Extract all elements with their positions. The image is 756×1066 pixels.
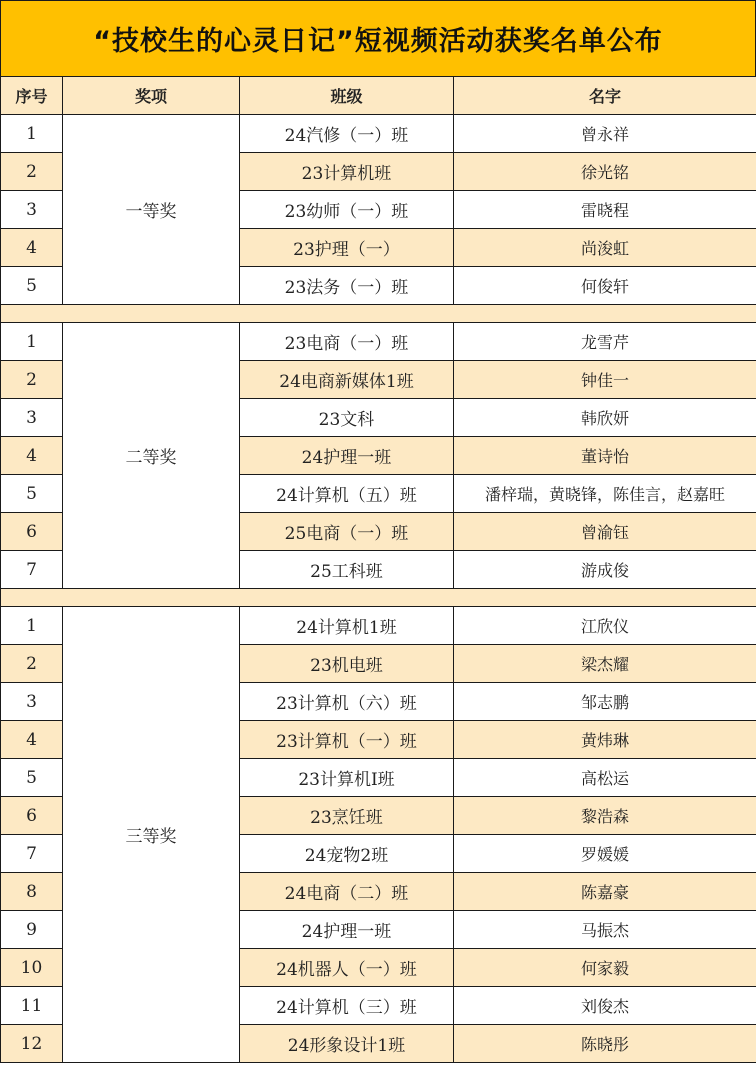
group-separator <box>1 305 756 323</box>
row-index: 3 <box>1 191 63 229</box>
row-index: 2 <box>1 153 63 191</box>
class-cell: 23计算机班 <box>240 153 454 191</box>
row-index: 6 <box>1 797 63 835</box>
class-cell: 25电商（一）班 <box>240 513 454 551</box>
name-cell: 罗媛媛 <box>454 835 756 873</box>
header-name: 名字 <box>454 77 756 115</box>
class-cell: 25工科班 <box>240 551 454 589</box>
header-index: 序号 <box>1 77 63 115</box>
award-level: 二等奖 <box>63 323 240 589</box>
class-cell: 23文科 <box>240 399 454 437</box>
class-cell: 23计算机（一）班 <box>240 721 454 759</box>
name-cell: 梁杰耀 <box>454 645 756 683</box>
name-cell: 高松运 <box>454 759 756 797</box>
class-cell: 23法务（一）班 <box>240 267 454 305</box>
name-cell: 董诗怡 <box>454 437 756 475</box>
table-row <box>1 607 756 645</box>
name-cell: 钟佳一 <box>454 361 756 399</box>
table-row <box>1 323 756 361</box>
name-cell: 马振杰 <box>454 911 756 949</box>
award-level: 三等奖 <box>63 607 240 1063</box>
name-cell: 刘俊杰 <box>454 987 756 1025</box>
row-index: 6 <box>1 513 63 551</box>
name-cell: 邹志鹏 <box>454 683 756 721</box>
group-separator-row <box>1 589 756 607</box>
row-index: 8 <box>1 873 63 911</box>
class-cell: 24护理一班 <box>240 911 454 949</box>
row-index: 10 <box>1 949 63 987</box>
name-cell: 曾渝钰 <box>454 513 756 551</box>
row-index: 4 <box>1 229 63 267</box>
row-index: 4 <box>1 437 63 475</box>
class-cell: 23护理（一） <box>240 229 454 267</box>
class-cell: 24电商新媒体1班 <box>240 361 454 399</box>
row-index: 5 <box>1 759 63 797</box>
name-cell: 游成俊 <box>454 551 756 589</box>
class-cell: 24机器人（一）班 <box>240 949 454 987</box>
row-index: 3 <box>1 399 63 437</box>
row-index: 4 <box>1 721 63 759</box>
row-index: 12 <box>1 1025 63 1063</box>
row-index: 2 <box>1 645 63 683</box>
row-index: 1 <box>1 115 63 153</box>
name-cell: 江欣仪 <box>454 607 756 645</box>
row-index: 2 <box>1 361 63 399</box>
class-cell: 24汽修（一）班 <box>240 115 454 153</box>
class-cell: 24护理一班 <box>240 437 454 475</box>
table-body <box>1 115 756 1063</box>
class-cell: 23计算机（六）班 <box>240 683 454 721</box>
name-cell: 黄炜琳 <box>454 721 756 759</box>
row-index: 1 <box>1 323 63 361</box>
class-cell: 24计算机（五）班 <box>240 475 454 513</box>
row-index: 11 <box>1 987 63 1025</box>
class-cell: 23幼师（一）班 <box>240 191 454 229</box>
header-class: 班级 <box>240 77 454 115</box>
row-index: 9 <box>1 911 63 949</box>
class-cell: 24宠物2班 <box>240 835 454 873</box>
row-index: 5 <box>1 475 63 513</box>
class-cell: 23电商（一）班 <box>240 323 454 361</box>
name-cell: 何家毅 <box>454 949 756 987</box>
class-cell: 23计算机Ⅰ班 <box>240 759 454 797</box>
award-table <box>0 76 756 1063</box>
row-index: 7 <box>1 835 63 873</box>
row-index: 3 <box>1 683 63 721</box>
name-cell: 韩欣妍 <box>454 399 756 437</box>
row-index: 1 <box>1 607 63 645</box>
class-cell: 24电商（二）班 <box>240 873 454 911</box>
name-cell: 雷晓程 <box>454 191 756 229</box>
table-row <box>1 115 756 153</box>
class-cell: 23烹饪班 <box>240 797 454 835</box>
name-cell: 龙雪芹 <box>454 323 756 361</box>
name-cell: 陈嘉豪 <box>454 873 756 911</box>
class-cell: 24计算机（三）班 <box>240 987 454 1025</box>
header-award: 奖项 <box>63 77 240 115</box>
name-cell: 何俊轩 <box>454 267 756 305</box>
name-cell: 黎浩森 <box>454 797 756 835</box>
name-cell: 陈晓彤 <box>454 1025 756 1063</box>
award-level: 一等奖 <box>63 115 240 305</box>
name-cell: 潘梓瑞，黄晓锋，陈佳言，赵嘉旺 <box>454 475 756 513</box>
class-cell: 23机电班 <box>240 645 454 683</box>
class-cell: 24形象设计1班 <box>240 1025 454 1063</box>
page-title: “技校生的心灵日记”短视频活动获奖名单公布 <box>0 0 756 77</box>
row-index: 5 <box>1 267 63 305</box>
class-cell: 24计算机1班 <box>240 607 454 645</box>
name-cell: 徐光铭 <box>454 153 756 191</box>
name-cell: 尚浚虹 <box>454 229 756 267</box>
group-separator-row <box>1 305 756 323</box>
name-cell: 曾永祥 <box>454 115 756 153</box>
group-separator <box>1 589 756 607</box>
header-row <box>1 77 756 115</box>
row-index: 7 <box>1 551 63 589</box>
